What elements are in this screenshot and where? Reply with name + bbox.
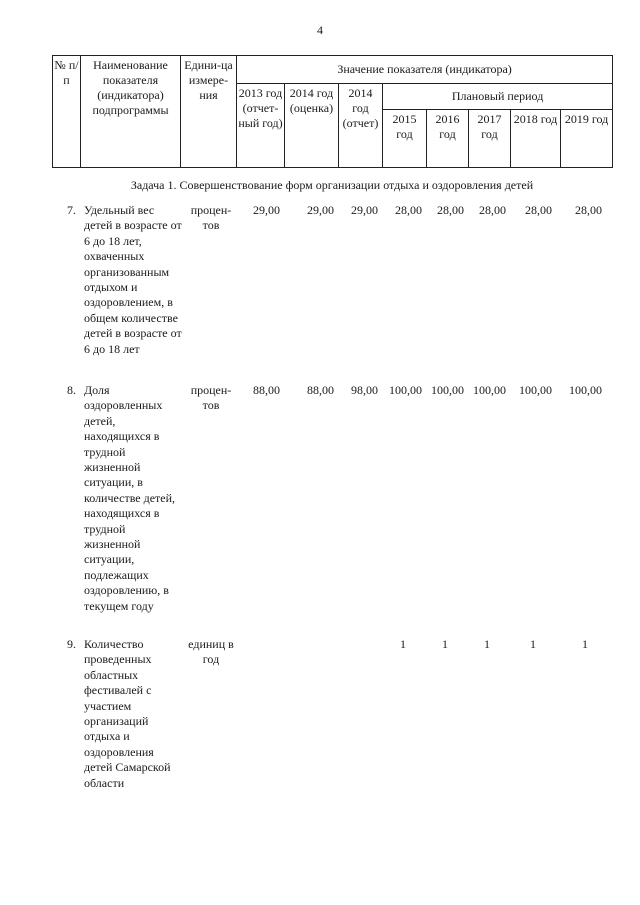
value-2016: 28,00 [437,203,464,217]
indicator-name: Удельный вес детей в возрасте от 6 до 18 лет, охваченных организованным отдыхом и оздоровлением, в общем количестве детей в возрасте от 6 до 18 лет [84,203,182,356]
value-2014-report: 98,00 [351,383,378,397]
header-2014-estimate: 2014 год (оценка) [285,84,339,168]
value-2018: 28,00 [525,203,552,217]
value-2016: 1 [442,637,448,651]
value-2019: 28,00 [575,203,602,217]
value-2014-report: 29,00 [351,203,378,217]
indicator-unit: единиц в год [188,637,234,667]
value-2013: 88,00 [253,383,280,397]
value-2018: 100,00 [519,383,552,397]
value-2015: 1 [400,637,406,651]
indicator-unit: процен-тов [190,203,232,233]
row-number: 8. [67,383,76,397]
value-2017: 100,00 [473,383,506,397]
header-2019: 2019 год [561,110,613,168]
value-2014-estimate: 29,00 [307,203,334,217]
task-title: Задача 1. Совершенствование форм организации отдыха и оздоровления детей [130,178,534,192]
header-planned-period: Плановый период [383,84,613,110]
indicator-name: Доля оздоровленных детей, находящихся в трудной жизненной ситуации, в количестве детей, находящихся в трудной жизненной ситуации, подлежащих оздоровлению, в текущем году [84,383,176,613]
value-2019: 1 [582,637,588,651]
value-2015: 100,00 [389,383,422,397]
header-2017: 2017 год [469,110,511,168]
header-2015: 2015 год [383,110,427,168]
value-2017: 1 [484,637,490,651]
header-2018: 2018 год [511,110,561,168]
value-2016: 100,00 [431,383,464,397]
indicator-unit: процен-тов [190,383,232,413]
indicator-table-header [52,55,613,168]
value-2014-estimate: 88,00 [307,383,334,397]
value-2017: 28,00 [479,203,506,217]
header-name: Наименование показателя (индикатора) подпрограммы [81,56,181,168]
value-2015: 28,00 [395,203,422,217]
header-2016: 2016 год [427,110,469,168]
row-number: 9. [67,637,76,651]
header-2013: 2013 год (отчет-ный год) [237,84,285,168]
header-unit: Едини-ца измере-ния [181,56,237,168]
header-num: № п/п [53,56,81,168]
header-2014-report: 2014 год (отчет) [339,84,383,168]
value-2013: 29,00 [253,203,280,217]
row-number: 7. [67,203,76,217]
indicator-name: Количество проведенных областных фестивалей с участием организаций отдыха и оздоровления детей Самарской области [84,637,171,790]
value-2018: 1 [530,637,536,651]
header-value-group: Значение показателя (индикатора) [237,56,613,84]
page-number: 4 [317,23,323,37]
value-2019: 100,00 [569,383,602,397]
